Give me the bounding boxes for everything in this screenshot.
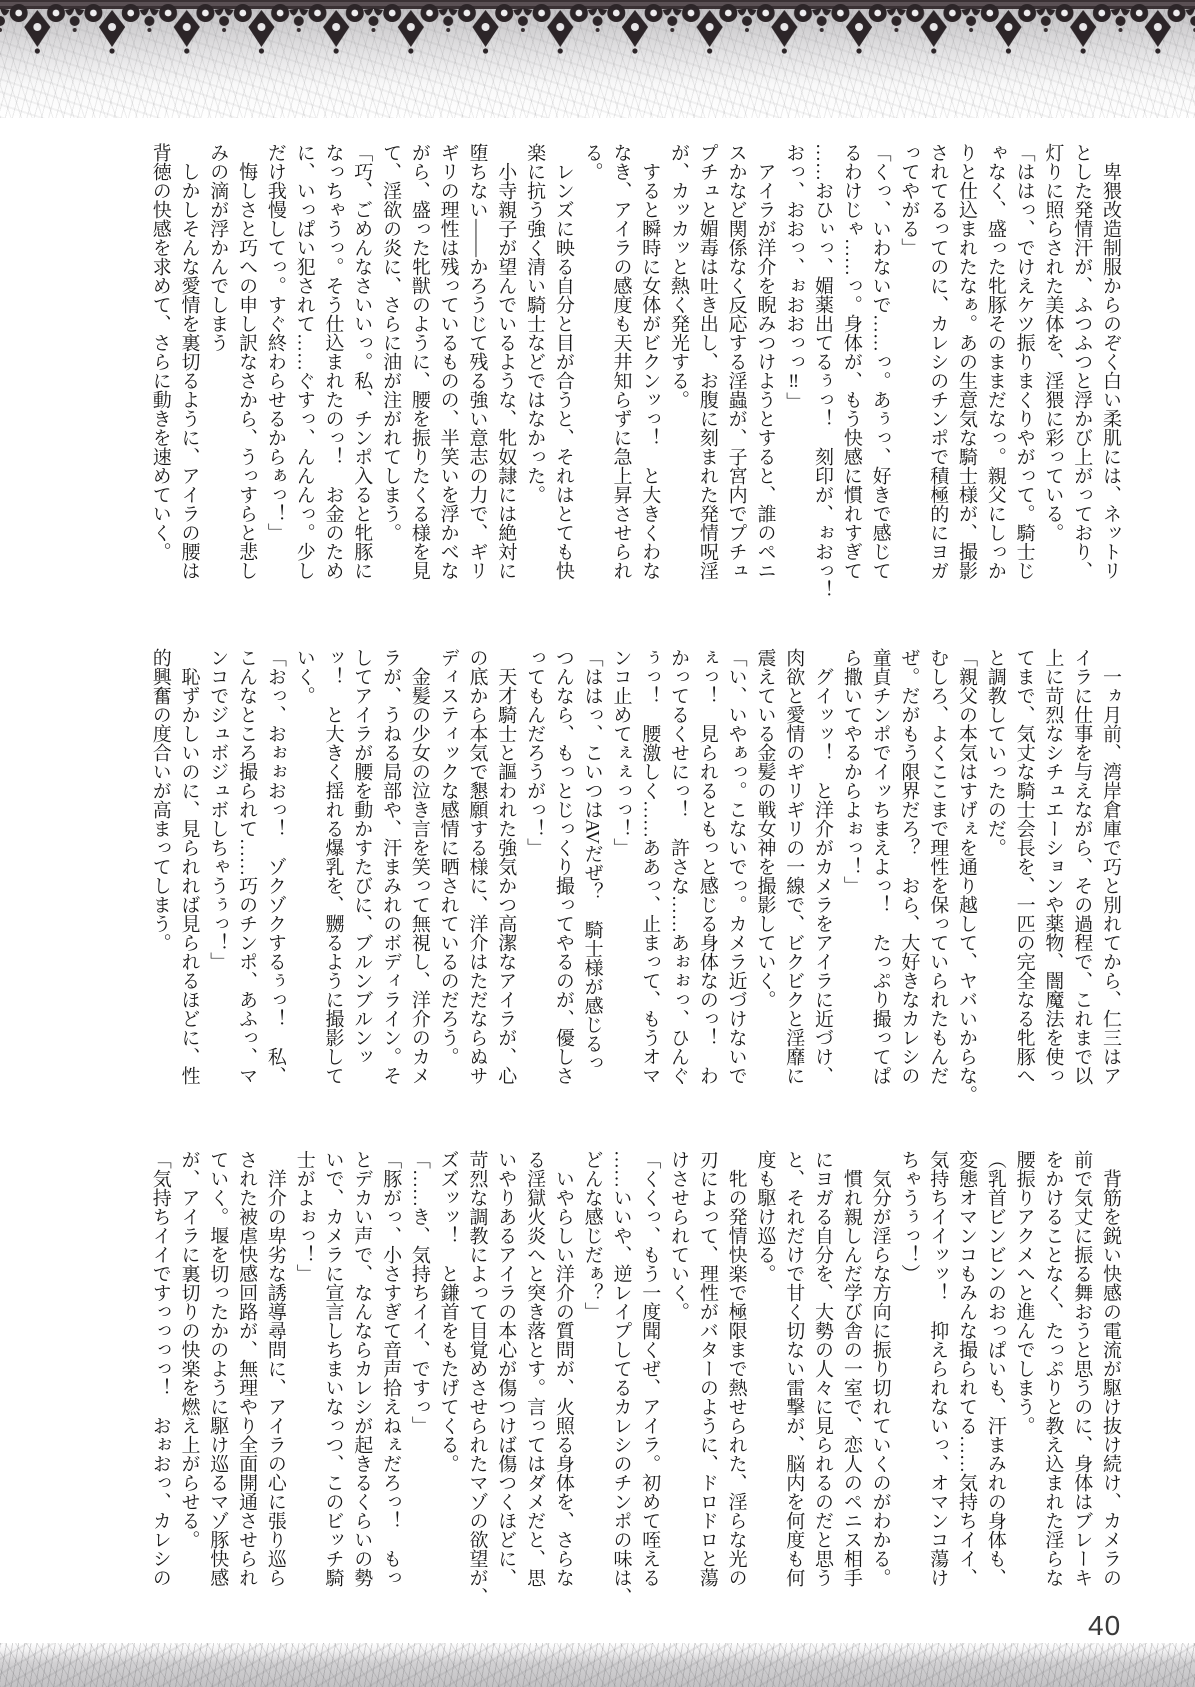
text-column: 「くくっ、もう一度聞くぜ、アイラ。初めて咥える: [639, 1150, 661, 1587]
text-column: ぜ。だがもう限界だろ？ おら、大好きなカレシの: [898, 648, 920, 1085]
text-column: むしろ、よくここまで理性を保っていられたもんだ: [927, 648, 949, 1085]
text-column: と調教していったのだ。: [984, 648, 1006, 857]
text-block-middle: [145, 648, 1124, 1110]
text-column: 金髪の少女の泣き言を笑って無視し、洋介のカメ: [408, 648, 430, 1085]
text-column: 苛烈な調教によって目覚めさせられたマゾの欲望が、: [466, 1150, 488, 1606]
text-column: 「ははっ、こいつはAVだぜ？ 騎士様が感じるっ: [581, 648, 603, 1072]
text-column: なき、アイラの感度も天井知らずに急上昇させられ: [610, 143, 632, 580]
text-column: 変態オマンコもみんな撮られてる……気持ちイイ、: [956, 1150, 978, 1587]
text-column: 慣れ親しんだ学び舎の一室で、恋人のペニス相手: [840, 1150, 862, 1587]
text-column: の底から本気で懇願する様に、洋介はただならぬサ: [466, 648, 488, 1085]
text-column: ギリの理性は残っているものの、半笑いを浮かべな: [437, 143, 459, 580]
text-column: 背筋を鋭い快感の電流が駆け抜け続け、カメラの: [1100, 1150, 1121, 1587]
text-column: 「親父の本気はすげぇを通り越して、ヤバいからな。: [956, 648, 978, 1104]
text-column: いやりあるアイラの本心が傷つけば傷つくほどに、: [495, 1150, 517, 1587]
text-column: 「豚がっ、小さすぎて音声拾えねぇだろっ！ もっ: [380, 1150, 402, 1587]
grunge-texture-bottom: [0, 1643, 1195, 1687]
text-column: 「ははっ、でけえケツ振りまくりやがって。騎士じ: [1013, 143, 1035, 580]
text-column: に、いっぱい犯されて……ぐすっ、んんんっ。少し: [293, 143, 315, 580]
text-column: ぅっ！ 腰激しく……ああっ、止まって、もうオマ: [639, 648, 661, 1085]
text-column: 背徳の快感を求めて、さらに動きを速めていく。: [149, 143, 171, 561]
text-column: 灯りに照らされた美体を、淫猥に彩っている。: [1042, 143, 1064, 542]
text-column: スかなど関係なく反応する淫蟲が、子宮内でプチュ: [725, 143, 747, 580]
text-column: 洋介の卑劣な誘導尋問に、アイラの心に張り巡ら: [264, 1150, 286, 1587]
text-column: だけ我慢してっ。すぐ終わらせるからぁっ！」: [264, 143, 286, 542]
text-column: してアイラが腰を動かすたびに、ブルンブルンッ: [351, 648, 373, 1066]
text-column: とした発情汗が、ふつふつと浮かび上がっており、: [1071, 143, 1093, 580]
text-column: にヨガる自分を、大勢の人々に見られるのだと思う: [812, 1150, 834, 1587]
text-column: が、カッカッと熱く発光する。: [668, 143, 690, 409]
text-column: 気分が淫らな方向に振り切れていくのがわかる。: [869, 1150, 891, 1587]
text-column: ちゃうぅっ！）: [898, 1150, 920, 1283]
text-column: （乳首ビンビンのおっぱいも、汗まみれの身体も、: [984, 1150, 1006, 1587]
text-column: る。: [581, 143, 603, 181]
text-column: 童貞チンポでイッちまえよっ！ たっぷり撮ってぱ: [869, 648, 891, 1085]
text-column: 小寺親子が望んでいるような、牝奴隷には絶対に: [495, 143, 517, 580]
text-column: ッ！ と大きく揺れる爆乳を、嬲るように撮影して: [322, 648, 344, 1085]
text-column: おっ、おおっ、ぉおおっっ‼」: [783, 143, 805, 411]
text-column: レンズに映る自分と目が合うと、それはとても快: [552, 143, 574, 580]
text-column: こんなところ撮られて……巧のチンポ、あふっ、マ: [236, 648, 258, 1085]
text-column: る淫獄火炎へと突き落とす。言ってはダメだと、思: [524, 1150, 546, 1587]
text-block-bottom: [145, 1150, 1124, 1612]
text-column: 腰振りアクメへと進んでしまう。: [1013, 1150, 1035, 1435]
text-column: 上に苛烈なシチュエーションや薬物、闇魔法を使っ: [1042, 648, 1064, 1085]
text-column: ラが、うねる局部や、汗まみれのボディライン。そ: [380, 648, 402, 1085]
text-column: てまで、気丈な騎士会長を、一匹の完全なる牝豚へ: [1013, 648, 1035, 1085]
text-column: ディスティックな感情に晒されているのだろう。: [437, 648, 459, 1066]
page-number: 40: [1088, 1610, 1122, 1641]
text-column: 気持ちイイッッ！ 抑えられないっ、オマンコ蕩け: [927, 1150, 949, 1587]
text-column: ……いいや、逆レイプしてるカレシのチンポの味は、: [610, 1150, 632, 1606]
text-column: いで、カメラに宣言しちまいなっつ、このビッチ騎: [322, 1150, 344, 1587]
text-column: がら、盛った牝獣のように、腰を振りたくる様を見: [408, 143, 430, 580]
text-column: すると瞬時に女体がビクンッっ！ と大きくわな: [639, 143, 661, 580]
text-column: ンコでジュボジュボしちゃうぅっ！」: [207, 648, 229, 971]
text-column: かってるくせにっ！ 許さな……あぉぉっ、ひんぐ: [668, 648, 690, 1085]
text-column: ……おひぃっ、媚薬出てるぅっ！ 刻印が、ぉおっ！: [812, 143, 834, 599]
text-column: プチュと媚毒は吐き出し、お腹に刻まれた発情呪淫: [696, 143, 718, 580]
lace-pattern-svg: [0, 0, 1195, 60]
text-column: 士がよぉっ！」: [293, 1150, 315, 1283]
text-column: 震えている金髪の戦女神を撮影していく。: [754, 648, 776, 1009]
text-column: グイッッ！ と洋介がカメラをアイラに近づけ、: [812, 648, 834, 1085]
text-column: をかけることなく、たっぷりと教え込まれた淫らな: [1042, 1150, 1064, 1587]
text-column: 刃によって、理性がバターのように、ドロドロと蕩: [696, 1150, 718, 1587]
text-column: つんなら、もっとじっくり撮ってやるのが、優しさ: [552, 648, 574, 1085]
text-column: みの滴が浮かんでしまう: [207, 143, 229, 352]
text-column: ていく。堰を切ったかのように駆け巡るマゾ豚快感: [207, 1150, 229, 1587]
text-column: ら撒いてやるからよぉっ！」: [840, 648, 862, 895]
text-column: イラに仕事を与えながら、その過程で、これまで以: [1071, 648, 1093, 1085]
text-column: ぇっ！ 見られるともっと感じる身体なのっ！ わ: [696, 648, 718, 1085]
text-column: ズズッッ！ と鎌首をもたげてくる。: [437, 1150, 459, 1473]
text-column: 牝の発情快楽で極限まで熱せられた、淫らな光の: [725, 1150, 747, 1587]
text-column: ってもんだろうがっ！」: [524, 648, 546, 857]
text-column: 前で気丈に振る舞おうと思うのに、身体はブレーキ: [1071, 1150, 1093, 1587]
text-column: どんな感じだぁ？」: [581, 1150, 603, 1321]
text-column: 悔しさと巧への申し訳なさから、うっすらと悲し: [236, 143, 258, 580]
text-column: 「い、いやぁっ。こないでっ。カメラ近づけないで: [725, 648, 747, 1085]
text-column: 「おっ、おぉぉおっ！ ゾクゾクするぅっ！ 私、: [264, 648, 286, 1085]
text-column: いやらしい洋介の質問が、火照る身体を、さらな: [552, 1150, 574, 1587]
text-column: 恥ずかしいのに、見られれば見られるほどに、性: [178, 648, 200, 1085]
text-column: 「気持ちイイですっっっっ！ おぉおっ、カレシの: [149, 1150, 171, 1587]
text-column: 天才騎士と謳われた強気かつ高潔なアイラが、心: [495, 648, 517, 1085]
text-column: て、淫欲の炎に、さらに油が注がれてしまう。: [380, 143, 402, 542]
text-column: ンコ止めてぇぇっっ！」: [610, 648, 632, 857]
text-column: 「くっ、いわないで……っ。あぅっ、好きで感じて: [869, 143, 891, 580]
text-column: るわけじゃ……っ。身体が、もう快感に慣れすぎて: [840, 143, 862, 580]
text-column: 楽に抗う強く清い騎士などではなかった。: [524, 143, 546, 504]
text-column: とデカい声で、なんならカレシが起きるくらいの勢: [351, 1150, 373, 1587]
text-column: 「巧、ごめんなさいいっ。私、チンポ入ると牝豚に: [351, 143, 373, 580]
lace-border-top: [0, 0, 1195, 60]
text-column: 一ヵ月前、湾岸倉庫で巧と別れてから、仁三はア: [1100, 648, 1121, 1085]
text-column: 度も駆け巡る。: [754, 1150, 776, 1283]
text-column: アイラが洋介を睨みつけようとすると、誰のペニ: [754, 143, 776, 580]
text-column: と、それだけで甘く切ない雷撃が、脳内を何度も何: [783, 1150, 805, 1587]
text-column: されてるってのに、カレシのチンポで積極的にヨガ: [927, 143, 949, 580]
text-column: 卑猥改造制服からのぞく白い柔肌には、ネットリ: [1100, 143, 1121, 580]
text-column: 肉欲と愛情のギリギリの一線で、ビクビクと淫靡に: [783, 648, 805, 1085]
text-column: が、アイラに裏切りの快楽を燃え上がらせる。: [178, 1150, 200, 1549]
text-column: しかしそんな愛情を裏切るように、アイラの腰は: [178, 143, 200, 580]
text-block-top: [145, 143, 1124, 605]
text-column: 的興奮の度合いが高まってしまう。: [149, 648, 171, 952]
text-column: ってやがる」: [898, 143, 920, 257]
text-column: りと仕込まれたなぁ。あの生意気な騎士様が、撮影: [956, 143, 978, 580]
text-column: なっちゃうっ。そう仕込まれたのっ！ お金のため: [322, 143, 344, 580]
text-column: いく。: [293, 648, 315, 705]
text-column: 堕ちない——かろうじて残る強い意志の力で、ギリ: [466, 143, 488, 580]
text-column: けさせられていく。: [668, 1150, 690, 1321]
text-column: ゃなく、盛った牝豚そのままだなっ。親父にしっか: [984, 143, 1006, 580]
text-column: 「……き、気持ちイイ、ですっ」: [408, 1150, 430, 1435]
text-column: された被虐快感回路が、無理やり全面開通させられ: [236, 1150, 258, 1587]
